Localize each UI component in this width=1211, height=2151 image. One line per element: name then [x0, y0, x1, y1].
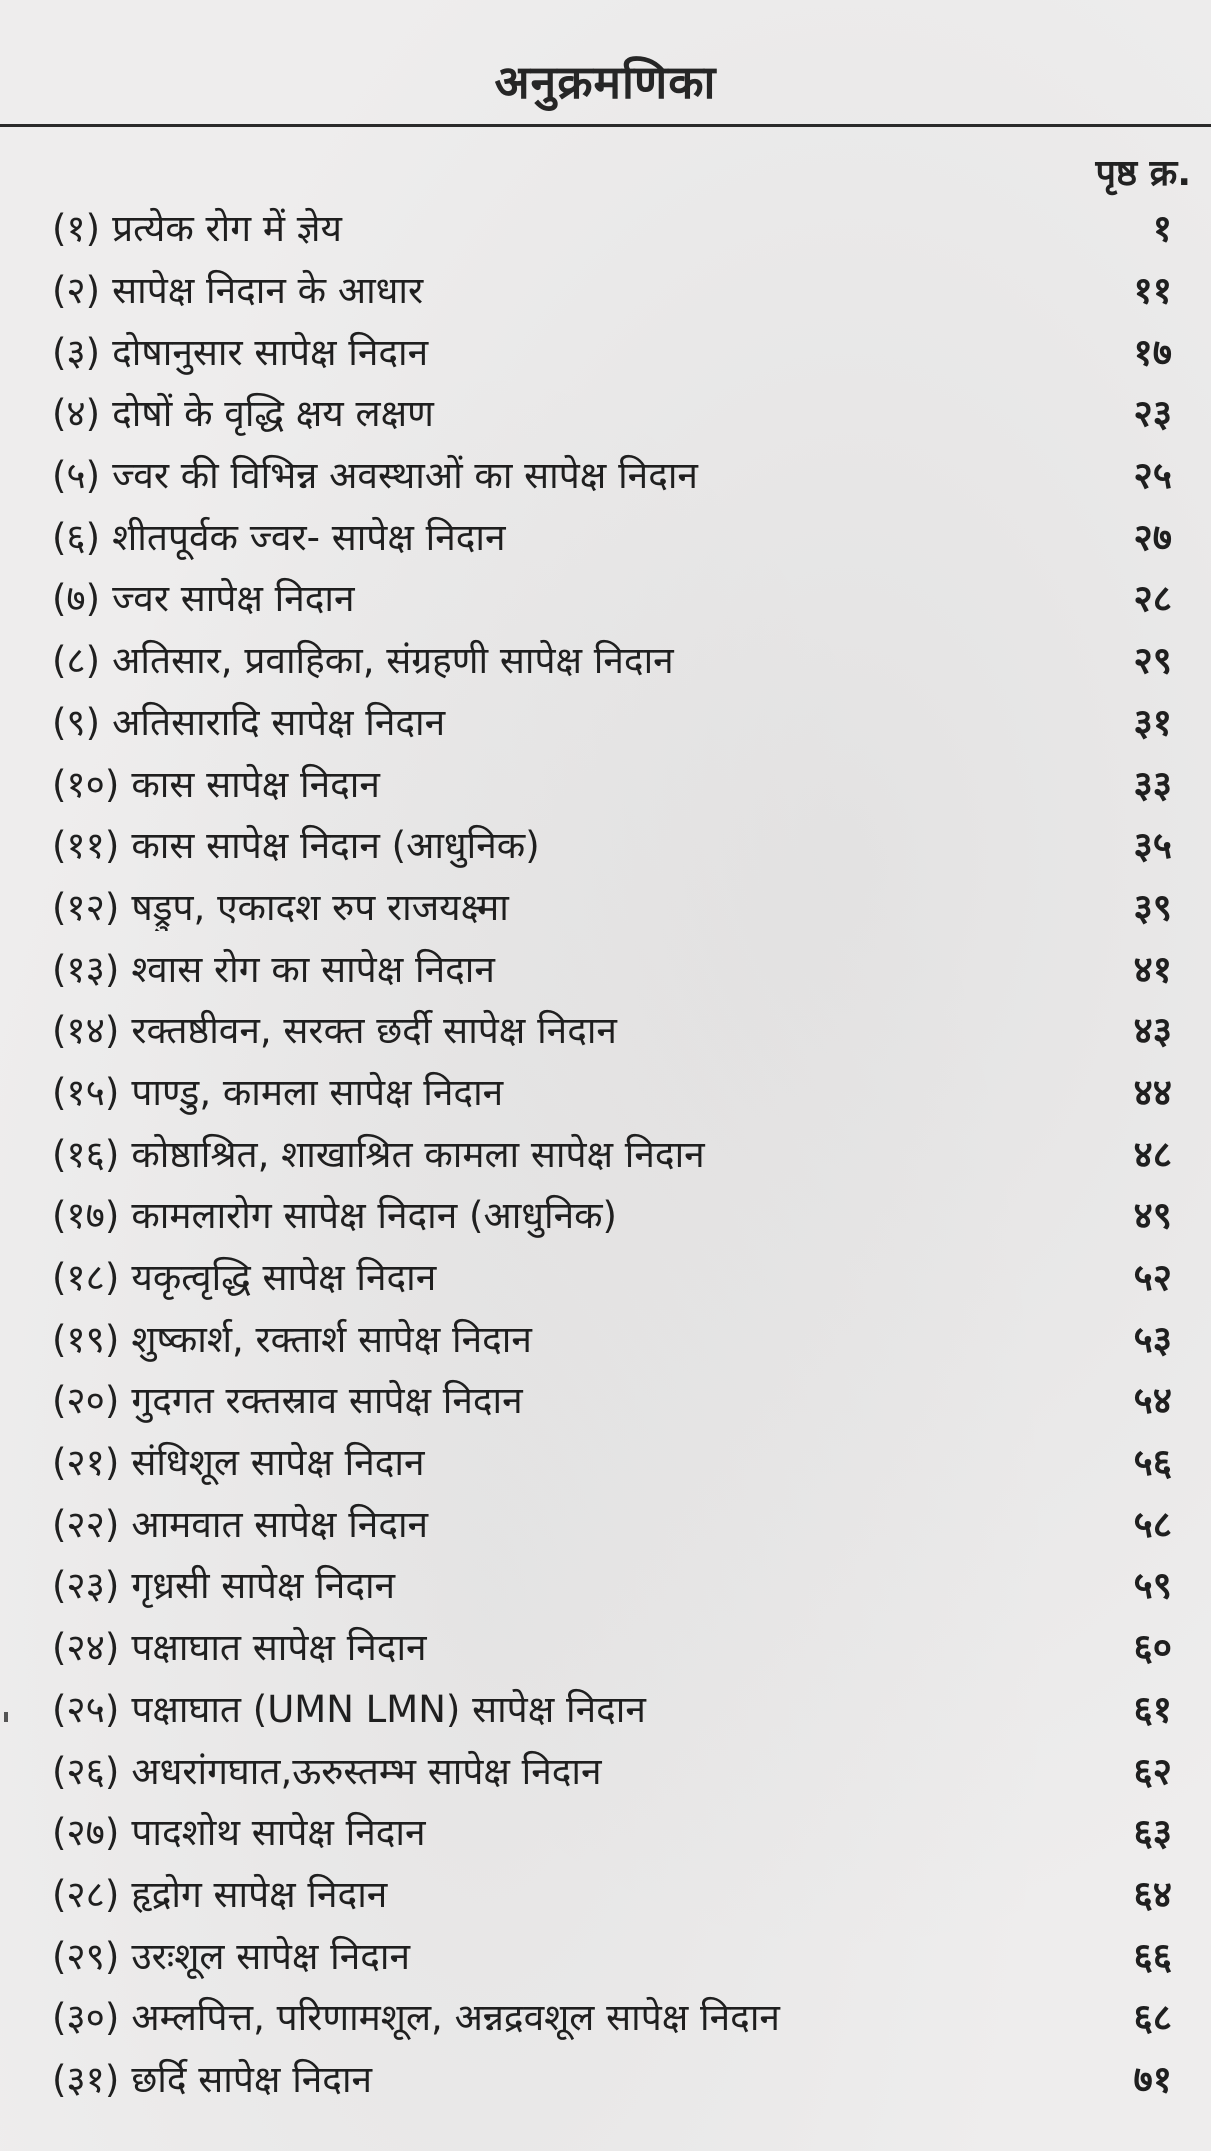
toc-entry-title: कोष्ठाश्रित, शाखाश्रित कामला सापेक्ष निदान: [131, 1132, 705, 1176]
toc-entry: [52, 1121, 1172, 1183]
toc-entry: [52, 998, 1172, 1060]
toc-entry-page: ६२: [1133, 1749, 1172, 1793]
toc-entry-page: ६४: [1133, 1872, 1172, 1916]
toc-entry-number: (२०): [52, 1379, 120, 1423]
toc-entry-title: ज्वर की विभिन्न अवस्थाओं का सापेक्ष निदान: [112, 454, 698, 498]
toc-entry-title: अधरांगघात,ऊरुस्तम्भ सापेक्ष निदान: [131, 1749, 602, 1793]
toc-entry: [52, 258, 1172, 320]
page-title: अनुक्रमणिका: [494, 55, 717, 109]
toc-entry-number: (१५): [52, 1070, 120, 1114]
toc-entry-number: (७): [52, 577, 101, 621]
toc-entry-title: शुष्कार्श, रक्तार्श सापेक्ष निदान: [131, 1317, 532, 1361]
toc-entry: [52, 875, 1172, 937]
toc-entry-page: १: [1152, 207, 1172, 251]
toc-entry-page: ६८: [1133, 1996, 1172, 2040]
toc-entry-page: ६६: [1133, 1934, 1172, 1978]
toc-entry-number: (२९): [52, 1934, 120, 1978]
title-divider: [0, 124, 1211, 127]
toc-entry-page: ५६: [1133, 1441, 1172, 1485]
toc-entry-title: शीतपूर्वक ज्वर- सापेक्ष निदान: [112, 515, 506, 559]
toc-entry-title: दोषों के वृद्धि क्षय लक्षण: [112, 392, 434, 436]
toc-entry: [52, 1862, 1172, 1924]
toc-entry: [52, 1245, 1172, 1307]
toc-entry-page: ४४: [1133, 1070, 1172, 1114]
toc-entry: [52, 1738, 1172, 1800]
toc-entry-title: यकृत्वृद्धि सापेक्ष निदान: [131, 1256, 437, 1300]
toc-entry-number: (३०): [52, 1996, 120, 2040]
toc-entry: [52, 936, 1172, 998]
toc-entry-page: २५: [1133, 454, 1172, 498]
toc-entry-title: पाण्डु, कामला सापेक्ष निदान: [131, 1070, 504, 1114]
toc-entry-number: (१४): [52, 1009, 120, 1053]
toc-entry-number: (२१): [52, 1441, 120, 1485]
toc-entry-page: ४१: [1133, 947, 1172, 991]
toc-entry: [52, 1800, 1172, 1862]
toc-entry-page: ११: [1133, 269, 1172, 313]
toc-entry-title: कास सापेक्ष निदान (आधुनिक): [131, 824, 540, 868]
toc-entry-number: (११): [52, 824, 120, 868]
toc-entry-page: ५३: [1133, 1317, 1172, 1361]
toc-entry-title: छर्दि सापेक्ष निदान: [131, 2057, 373, 2101]
toc-entry: [52, 1060, 1172, 1122]
toc-entry-number: (१३): [52, 947, 120, 991]
table-of-contents: [52, 196, 1172, 2108]
toc-entry-number: (२५): [52, 1687, 120, 1731]
toc-entry-title: कास सापेक्ष निदान: [131, 762, 380, 806]
toc-entry-number: (१२): [52, 885, 120, 929]
toc-entry-title: हृद्रोग सापेक्ष निदान: [131, 1872, 388, 1916]
toc-entry: [52, 1306, 1172, 1368]
toc-entry-title: ज्वर सापेक्ष निदान: [112, 577, 355, 621]
toc-entry: [52, 1430, 1172, 1492]
toc-entry-page: ३१: [1133, 700, 1172, 744]
toc-entry-page: ३५: [1133, 824, 1172, 868]
toc-entry-page: ५२: [1133, 1256, 1172, 1300]
toc-entry: [52, 319, 1172, 381]
margin-mark: [4, 1712, 8, 1722]
toc-entry-number: (९): [52, 700, 101, 744]
toc-entry-title: पादशोथ सापेक्ष निदान: [131, 1811, 426, 1855]
toc-entry-title: षड्रुप, एकादश रुप राजयक्ष्मा: [131, 885, 509, 929]
toc-entry: [52, 566, 1172, 628]
toc-entry-number: (१७): [52, 1194, 120, 1238]
toc-entry: [52, 1677, 1172, 1739]
toc-entry: [52, 1368, 1172, 1430]
toc-entry-number: (१): [52, 207, 101, 251]
toc-entry-title: पक्षाघात सापेक्ष निदान: [131, 1626, 427, 1670]
toc-entry-title: गृध्रसी सापेक्ष निदान: [131, 1564, 396, 1608]
toc-entry-page: ५४: [1133, 1379, 1172, 1423]
page-number-column-label: पृष्ठ क्र.: [1095, 153, 1191, 194]
toc-entry-number: (३): [52, 330, 101, 374]
toc-entry-page: ६३: [1133, 1811, 1172, 1855]
toc-entry-title: आमवात सापेक्ष निदान: [131, 1502, 429, 1546]
toc-entry-page: ४३: [1133, 1009, 1172, 1053]
toc-entry-page: ४८: [1133, 1132, 1172, 1176]
toc-entry-title: गुदगत रक्तस्राव सापेक्ष निदान: [131, 1379, 523, 1423]
toc-entry: [52, 813, 1172, 875]
toc-entry: [52, 381, 1172, 443]
toc-entry-number: (५): [52, 454, 101, 498]
toc-entry-number: (२२): [52, 1502, 120, 1546]
toc-entry-number: (८): [52, 639, 101, 683]
toc-entry-page: ६०: [1133, 1626, 1172, 1670]
toc-entry-page: ६१: [1133, 1687, 1172, 1731]
toc-entry-page: १७: [1133, 330, 1172, 374]
toc-entry-number: (१८): [52, 1256, 120, 1300]
toc-entry-page: २३: [1133, 392, 1172, 436]
toc-entry-page: ७१: [1133, 2057, 1172, 2101]
toc-entry-page: २८: [1133, 577, 1172, 621]
toc-entry-number: (१०): [52, 762, 120, 806]
toc-entry: [52, 1491, 1172, 1553]
toc-entry-title: उरःशूल सापेक्ष निदान: [131, 1934, 411, 1978]
toc-entry-title: रक्तष्ठीवन, सरक्त छर्दी सापेक्ष निदान: [131, 1009, 617, 1053]
toc-entry-title: दोषानुसार सापेक्ष निदान: [112, 330, 429, 374]
toc-entry: [52, 751, 1172, 813]
toc-entry-page: २७: [1133, 515, 1172, 559]
toc-entry: [52, 1615, 1172, 1677]
toc-entry: [52, 443, 1172, 505]
toc-entry-number: (२६): [52, 1749, 120, 1793]
toc-entry-title: पक्षाघात (UMN LMN) सापेक्ष निदान: [131, 1687, 646, 1731]
toc-entry: [52, 1923, 1172, 1985]
toc-entry-page: ५९: [1133, 1564, 1172, 1608]
toc-entry: [52, 690, 1172, 752]
toc-entry-title: प्रत्येक रोग में ज्ञेय: [112, 207, 342, 251]
toc-entry: [52, 1985, 1172, 2047]
toc-entry-number: (४): [52, 392, 101, 436]
toc-entry-page: ४९: [1133, 1194, 1172, 1238]
toc-entry-page: ५८: [1133, 1502, 1172, 1546]
toc-entry-title: कामलारोग सापेक्ष निदान (आधुनिक): [131, 1194, 617, 1238]
toc-entry: [52, 1183, 1172, 1245]
toc-entry-title: अतिसारादि सापेक्ष निदान: [112, 700, 446, 744]
toc-entry: [52, 628, 1172, 690]
toc-entry-title: अतिसार, प्रवाहिका, संग्रहणी सापेक्ष निदान: [112, 639, 674, 683]
toc-entry-number: (२): [52, 269, 101, 313]
toc-entry-title: सापेक्ष निदान के आधार: [112, 269, 424, 313]
toc-entry: [52, 504, 1172, 566]
toc-entry-number: (३१): [52, 2057, 120, 2101]
toc-entry-title: श्वास रोग का सापेक्ष निदान: [131, 947, 495, 991]
toc-entry: [52, 2047, 1172, 2109]
toc-entry: [52, 196, 1172, 258]
toc-entry-number: (२४): [52, 1626, 120, 1670]
toc-entry-number: (२७): [52, 1811, 120, 1855]
toc-entry: [52, 1553, 1172, 1615]
toc-entry-title: संधिशूल सापेक्ष निदान: [131, 1441, 425, 1485]
toc-entry-title: अम्लपित्त, परिणामशूल, अन्नद्रवशूल सापेक्ष निदान: [131, 1996, 780, 2040]
toc-entry-number: (२३): [52, 1564, 120, 1608]
toc-entry-page: २९: [1133, 639, 1172, 683]
toc-entry-number: (१६): [52, 1132, 120, 1176]
toc-entry-number: (२८): [52, 1872, 120, 1916]
toc-entry-page: ३९: [1133, 885, 1172, 929]
toc-entry-page: ३३: [1133, 762, 1172, 806]
toc-entry-number: (६): [52, 515, 101, 559]
toc-entry-number: (१९): [52, 1317, 120, 1361]
